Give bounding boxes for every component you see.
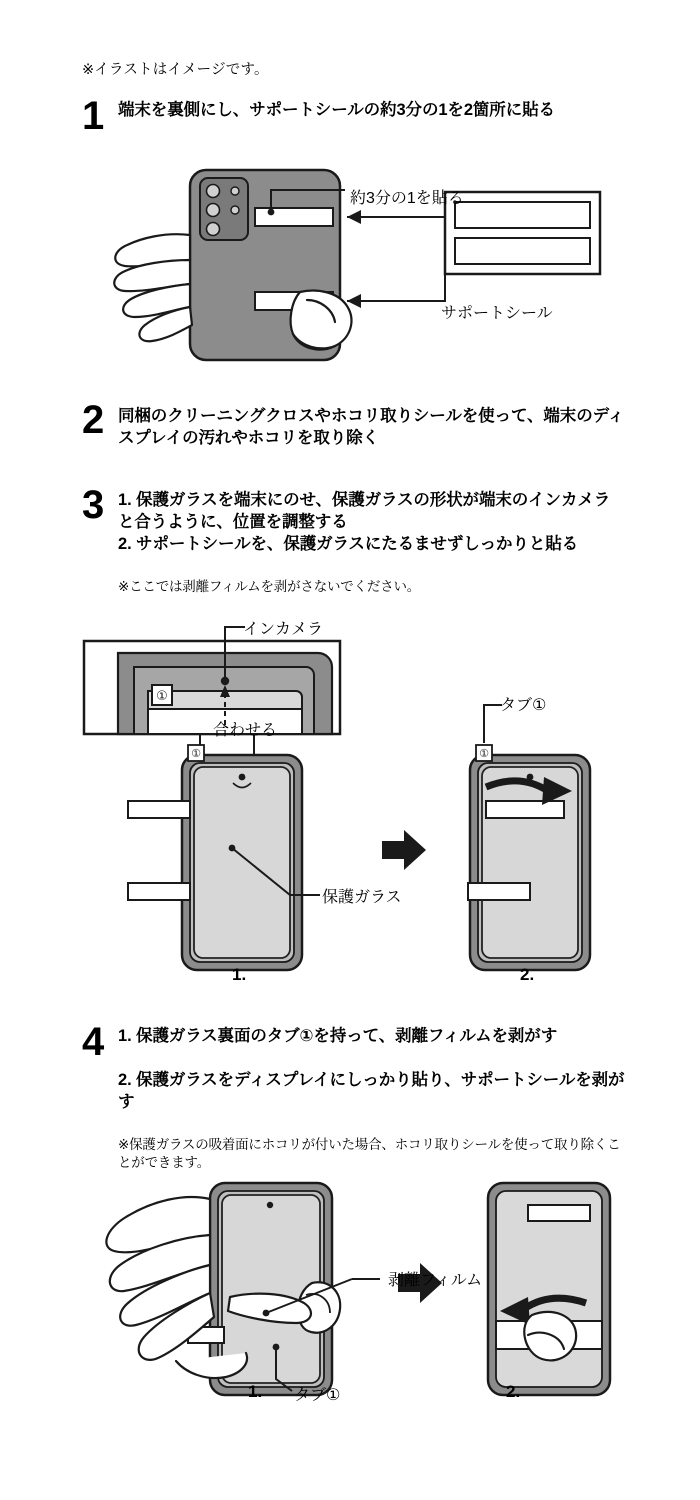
svg-text:①: ① xyxy=(479,747,489,760)
step-3-number: 3 xyxy=(82,483,105,527)
step-2-number: 2 xyxy=(82,398,105,442)
step-4-caption-1: 1. xyxy=(248,1382,263,1401)
label-in-camera: インカメラ xyxy=(243,621,324,638)
label-align: 合わせる xyxy=(213,722,278,739)
step-3-caption-2: 2. xyxy=(520,965,535,984)
svg-text:①: ① xyxy=(191,747,201,760)
step-1-number: 1 xyxy=(82,94,105,138)
step-1-text: 端末を裏側にし、サポートシールの約3分の1を2箇所に貼る xyxy=(118,101,555,119)
step-4-figure xyxy=(80,1175,640,1415)
step-4-number: 4 xyxy=(82,1020,105,1064)
step-3-note: ※ここでは剥離フィルムを剥がさないでください。 xyxy=(118,579,421,594)
step-4-caption-2: 2. xyxy=(506,1382,521,1401)
illustration-disclaimer: ※イラストはイメージです。 xyxy=(82,62,269,78)
svg-text:①: ① xyxy=(156,689,168,704)
step-3-line-2: 2. サポートシールを、保護ガラスにたるませずしっかりと貼る xyxy=(118,535,579,553)
step-4-note: ※保護ガラスの吸着面にホコリが付いた場合、ホコリ取りシールを使って取り除くことができます。 xyxy=(118,1137,621,1171)
step-4-line-1: 1. 保護ガラス裏面のタブ①を持って、剥離フィルムを剥がす xyxy=(118,1027,558,1045)
label-release-film: 剥離フィルム xyxy=(388,1272,483,1289)
label-tab-one-step4: タブ① xyxy=(294,1387,341,1404)
step-4-line-2: 2. 保護ガラスをディスプレイにしっかり貼り、サポートシールを剥がす xyxy=(118,1071,625,1111)
label-support-seal: サポートシール xyxy=(441,305,553,322)
label-protective-glass: 保護ガラス xyxy=(322,889,402,906)
step-2-text: 同梱のクリーニングクロスやホコリ取りシールを使って、端末のディスプレイの汚れやホコリを取り除く xyxy=(118,407,625,447)
label-tab-one: タブ① xyxy=(500,697,547,714)
label-apply-one-third: 約3分の1を貼る xyxy=(350,190,464,207)
step-3-figure xyxy=(82,605,642,990)
step-3-caption-1: 1. xyxy=(232,965,247,984)
step-3-line-1: 1. 保護ガラスを端末にのせ、保護ガラスの形状が端末のインカメラと合うように、位置を調整する xyxy=(118,491,611,531)
